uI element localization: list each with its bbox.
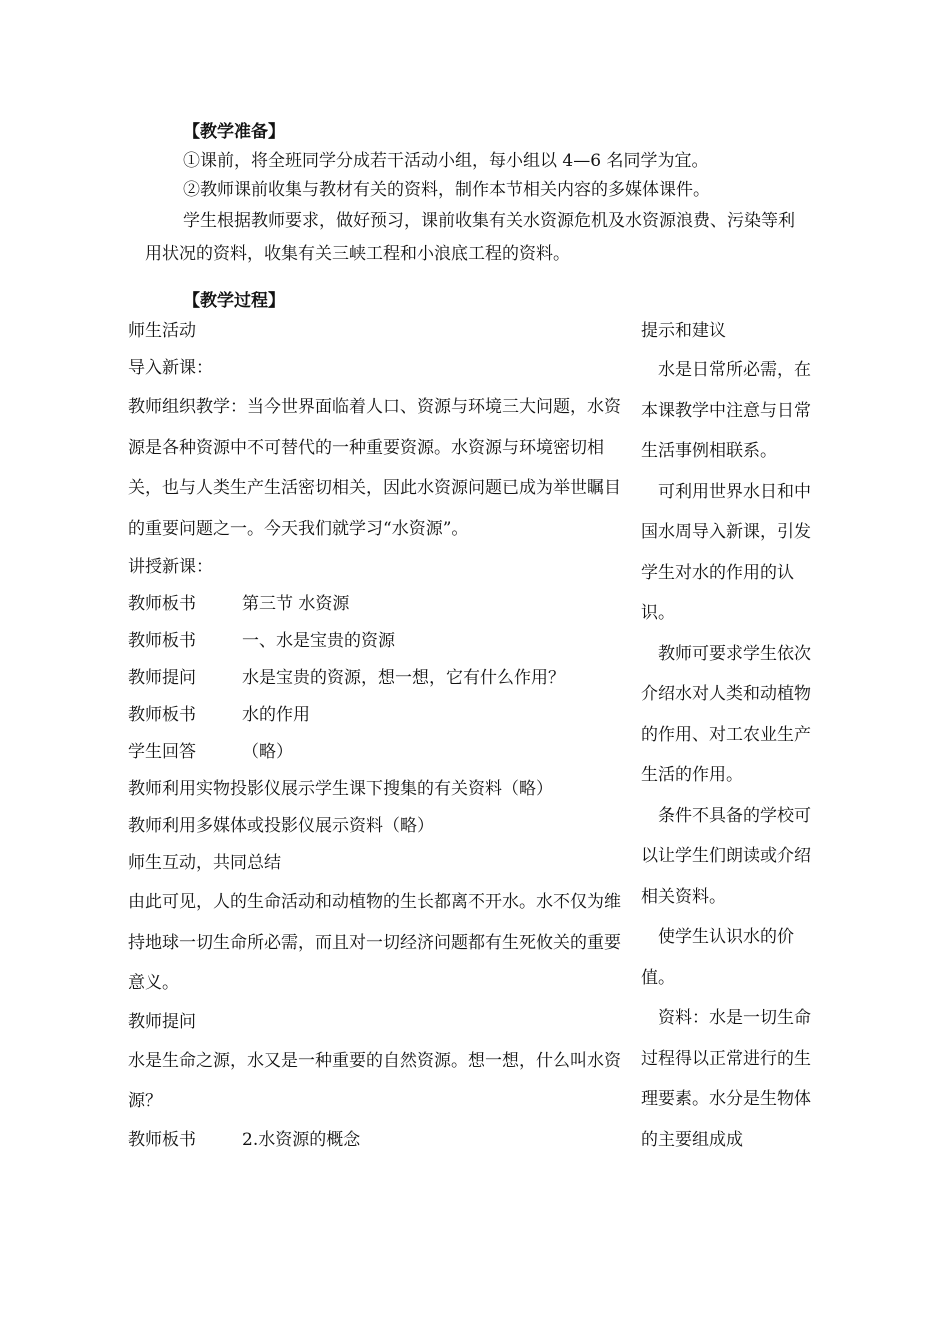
summary-line: 师生互动，共同总结 — [128, 853, 281, 873]
preparation-section — [145, 118, 825, 271]
activity-row-label: 教师板书 — [128, 1129, 196, 1150]
activities-column — [128, 313, 628, 1159]
activity-row — [128, 586, 628, 623]
activity-row — [128, 1122, 628, 1159]
activity-row-label: 教师板书 — [128, 594, 196, 614]
preparation-item-1: ①课前，将全班同学分成若干活动小组，每小组以 4—6 名同学为宜。 — [183, 151, 709, 171]
preparation-item-3: 学生根据教师要求，做好预习，课前收集有关水资源危机及水资源浪费、污染等利用状况的资料，收集有关三峡工程和小浪底工程的资料。 — [145, 211, 795, 264]
question-label: 教师提问 — [128, 1011, 196, 1032]
activity-row-content: 一、水是宝贵的资源 — [242, 631, 395, 651]
tip-paragraph: 教师可要求学生依次介绍水对人类和动植物的作用、对工农业生产生活的作用。 — [641, 643, 811, 785]
activity-row-label: 教师板书 — [128, 631, 196, 651]
activity-row-label: 教师提问 — [128, 668, 196, 688]
activity-row — [128, 623, 628, 660]
preparation-heading: 【教学准备】 — [183, 122, 285, 142]
process-heading: 【教学过程】 — [183, 291, 285, 311]
activity-row-content: 第三节 水资源 — [242, 594, 350, 614]
activity-row-content: （略） — [242, 742, 293, 762]
activity-row-content: 水的作用 — [242, 705, 310, 725]
activity-row — [128, 734, 628, 771]
tip-paragraph: 资料：水是一切生命过程得以正常进行的生理要素。水分是生物体的主要组成成 — [641, 1008, 811, 1150]
multimedia-line: 教师利用多媒体或投影仪展示资料（略） — [128, 816, 434, 836]
tip-paragraph: 条件不具备的学校可以让学生们朗读或介绍相关资料。 — [641, 805, 811, 907]
tip-paragraph: 使学生认识水的价值。 — [641, 927, 794, 988]
activity-row-content: 2.水资源的概念 — [242, 1129, 361, 1150]
tip-paragraph: 可利用世界水日和中国水周导入新课，引发学生对水的作用的认识。 — [641, 481, 811, 623]
tips-column-title: 提示和建议 — [641, 321, 726, 341]
intro-label: 导入新课： — [128, 358, 213, 378]
activity-row-label: 学生回答 — [128, 742, 196, 762]
summary-paragraph: 由此可见，人的生命活动和动植物的生长都离不开水。水不仅为维持地球一切生命所必需，而且对一切经济问题都有生死攸关的重要意义。 — [128, 892, 621, 993]
projector-line: 教师利用实物投影仪展示学生课下搜集的有关资料（略） — [128, 779, 553, 799]
activity-row-label: 教师板书 — [128, 705, 196, 725]
activity-row — [128, 660, 628, 697]
activities-column-title: 师生活动 — [128, 321, 196, 341]
preparation-item-2: ②教师课前收集与教材有关的资料，制作本节相关内容的多媒体课件。 — [183, 180, 710, 200]
intro-paragraph: 教师组织教学：当今世界面临着人口、资源与环境三大问题，水资源是各种资源中不可替代的一种重要资源。水资源与环境密切相关，也与人类生产生活密切相关，因此水资源问题已成为举世瞩目的重要问题之一。今天我们就学习“水资源”。 — [128, 397, 621, 539]
activity-row-content: 水是宝贵的资源，想一想，它有什么作用？ — [242, 668, 565, 688]
question-paragraph: 水是生命之源，水又是一种重要的自然资源。想一想，什么叫水资源？ — [128, 1050, 621, 1111]
tip-paragraph: 水是日常所必需，在本课教学中注意与日常生活事例相联系。 — [641, 360, 811, 461]
lecture-label: 讲授新课： — [128, 557, 213, 577]
tips-column — [641, 313, 816, 1160]
activity-row — [128, 697, 628, 734]
